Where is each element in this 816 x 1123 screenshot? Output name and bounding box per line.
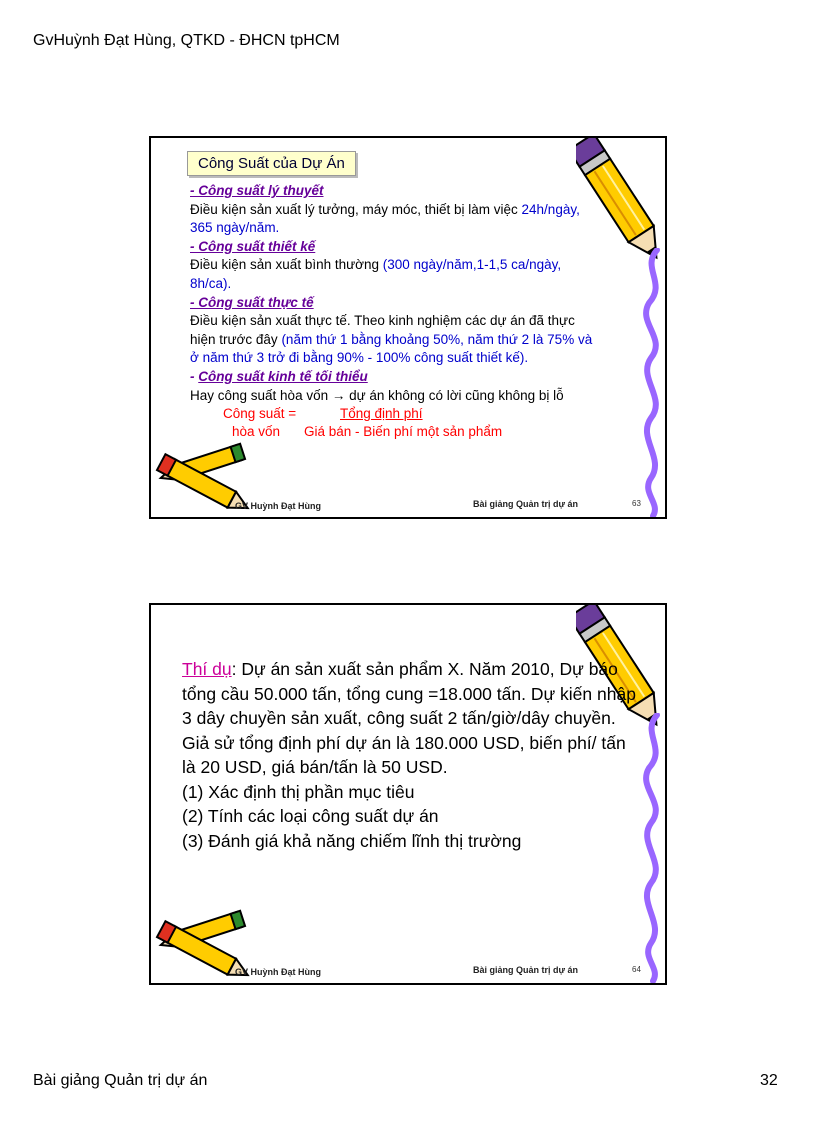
text-highlight: 8h/ca). [190,275,232,291]
formula-row-1 [190,405,630,423]
heading-design: - Công suất thiết kế [190,238,316,254]
formula-denominator: Giá bán - Biến phí một sản phẩm [304,424,503,440]
text-highlight: ở năm thứ 3 trở đi bằng 90% - 100% công suất thiết kế). [190,350,529,366]
text: Hay công suất hòa vốn → dự án không có lời cũng không bị lỗ [190,387,564,403]
formula-numerator: Tổng định phí [340,406,423,422]
formula-label: hòa vốn [232,424,281,440]
slide-footer-course: Bài giảng Quản trị dự án [473,499,579,509]
slide-footer-course: Bài giảng Quản trị dự án [473,965,579,975]
slide-64 [149,603,667,985]
formula-label: Công suất = [223,406,297,422]
slide-footer-author: GV Huỳnh Đạt Hùng [235,967,321,977]
slide-number: 64 [632,965,641,974]
squiggle-line-decoration [639,248,667,518]
text-highlight: (năm thứ 1 bằng khoảng 50%, năm thứ 2 là 75% và [281,331,593,347]
slide-body [182,657,637,853]
list-item: (2) Tính các loại công suất dự án [182,806,439,826]
slide-number: 63 [632,499,641,508]
page-number: 32 [760,1072,778,1089]
slide-title: Công Suất của Dự Án [187,151,356,176]
example-paragraph [182,657,637,780]
example-text: : Dự án sản xuất sản phẩm X. Năm 2010, Dự báo tổng cầu 50.000 tấn, tổng cung =18.000 tấn. Dự kiến nhập 3 dây chuyền sản xuất, công suất 2 tấn/giờ/dây chuyền. Giả sử tổng định phí dự án là 180.000 USD, biến phí/ tấn là 20 USD, giá bán/tấn là 50 USD. [182,659,636,777]
formula-row-2 [190,423,630,441]
page-header: GvHuỳnh Đạt Hùng, QTKD - ĐHCN tpHCM [33,32,340,49]
page-footer: Bài giảng Quản trị dự án [33,1072,208,1089]
heading-dash: - [190,368,199,384]
text: Điều kiện sản xuất thực tế. Theo kinh nghiệm các dự án đã thực [190,313,575,329]
slide-footer-author: GV Huỳnh Đạt Hùng [235,501,321,511]
heading-theoretical: - Công suất lý thuyết [190,183,324,198]
text: hiện trước đây [190,331,282,347]
list-item: (3) Đánh giá khả năng chiếm lĩnh thị trường [182,830,522,851]
heading-breakeven: Công suất kinh tế tối thiểu [198,368,368,384]
text-highlight: 24h/ngày, [521,201,580,217]
text: Điều kiện sản xuất bình thường [190,257,383,273]
text: Điều kiện sản xuất lý tưởng, máy móc, thiết bị làm việc [190,201,522,217]
example-label: Thí dụ [182,659,232,679]
text-highlight: (300 ngày/năm,1-1,5 ca/ngày, [382,257,562,273]
slide-body [190,182,630,441]
text-highlight: 365 ngày/năm. [190,220,280,236]
list-item: (1) Xác định thị phần mục tiêu [182,781,415,802]
slide-63 [149,136,667,519]
heading-actual: - Công suất thực tế [190,294,314,310]
squiggle-line-decoration [639,713,667,983]
